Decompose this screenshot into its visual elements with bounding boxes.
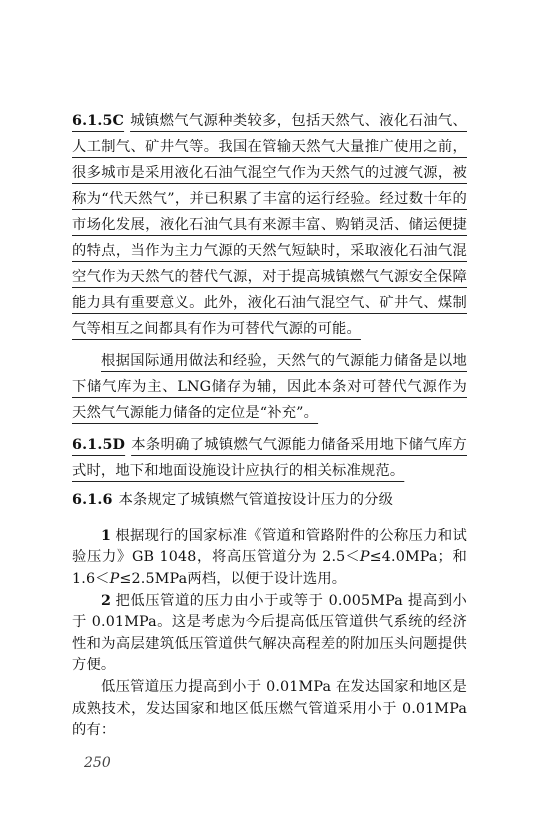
paragraph-text-part: ≤2.5MPa两档，以便于设计选用。: [119, 571, 347, 588]
page-number: 250: [84, 755, 111, 771]
section-number: 6.1.6: [72, 492, 113, 508]
pressure-variable: P: [109, 571, 120, 588]
paragraph-item-2: [72, 591, 467, 677]
paragraph-text: 城镇燃气气源种类较多，包括天然气、液化石油气、人工制气、矿井气等。我国在管输天然气大量推广使用之前，很多城市是采用液化石油气混空气作为天然气的过渡气源，被称为“代天然气”，并已积累了丰富的运行经验。经过数十年的市场化发展，液化石油气具有来源丰富、购销灵活、储运便捷的特点，当作为主力气源的天然气短缺时，采取液化石油气混空气作为天然气的替代气源，对于提高城镇燃气气源安全保障能力具有重要意义。此外，液化石油气混空气、矿井气、煤制气等相互之间都具有作为可替代气源的可能。: [72, 113, 467, 337]
paragraph-text: 本条明确了城镇燃气气源能力储备采用地下储气库方式时，地下和地面设施设计应执行的相关标准规范。: [72, 437, 467, 479]
paragraph-6-1-5c: [72, 108, 467, 342]
paragraph-text: 根据国际通用做法和经验，天然气的气源能力储备是以地下储气库为主、LNG储存为辅，因此本条对可替代气源作为天然气气源能力储备的定位是“补充”。: [72, 353, 467, 421]
paragraph-reserve-positioning: [72, 348, 467, 426]
paragraph-text-part: ≤4.0MPa；和 1.6＜: [72, 549, 467, 588]
item-number: 1: [101, 527, 112, 544]
paragraph-text: 把低压管道的压力由小于或等于 0.005MPa 提高到小于 0.01MPa。这是考虑为今后提高低压管道供气系统的经济性和为高层建筑低压管道供气解决高程差的附加压头问题提供方便。: [72, 592, 467, 674]
paragraph-text: 低压管道压力提高到小于 0.01MPa 在发达国家和地区是成熟技术，发达国家和地区低压燃气管道采用小于 0.01MPa 的有：: [72, 679, 467, 739]
paragraph-item-1: [72, 526, 467, 591]
paragraph-6-1-5d: [72, 432, 467, 484]
paragraph-text-part: 根据现行的国家标准《管道和管路附件的公称压力和试验压力》GB 1048，将高压管道分为 2.5＜: [72, 527, 467, 566]
section-number: 6.1.5C: [72, 113, 125, 129]
paragraph-6-1-6: [72, 490, 467, 512]
item-number: 2: [101, 592, 112, 609]
paragraph-text: 本条规定了城镇燃气管道按设计压力的分级: [118, 492, 394, 508]
paragraph-low-pressure: [72, 677, 467, 742]
section-number: 6.1.5D: [72, 437, 126, 453]
pressure-variable: P: [359, 549, 370, 566]
